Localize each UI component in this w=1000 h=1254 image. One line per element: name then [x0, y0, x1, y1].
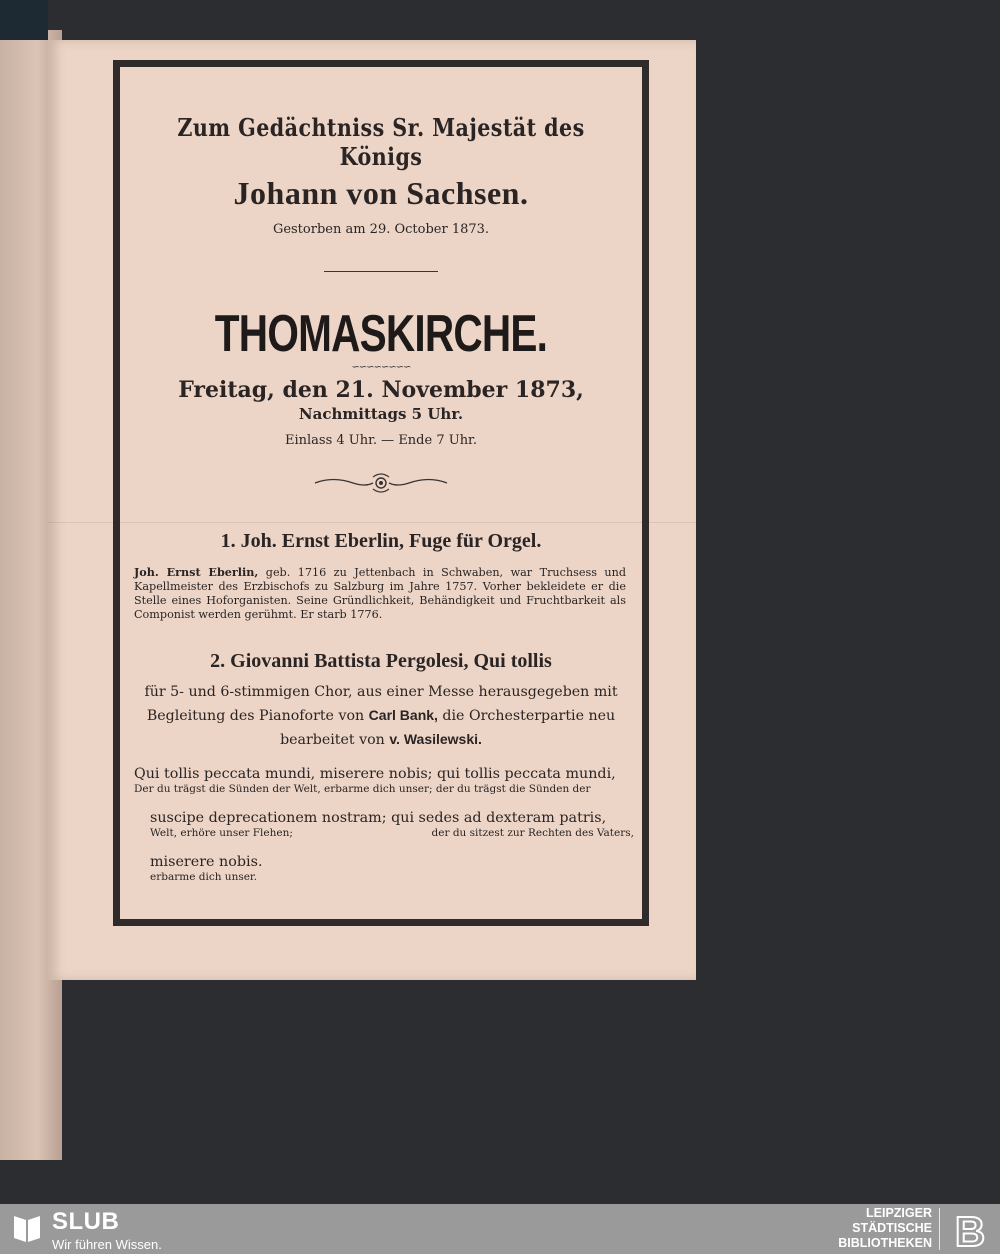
piece-2-desc-b: die Orchesterpartie neu bearbeitet von — [280, 708, 616, 748]
piece-2-description — [131, 681, 631, 752]
german-translation-line: erbarme dich unser. — [150, 871, 258, 883]
memorial-line: Zum Gedächtniss Sr. Majestät des Königs — [177, 113, 585, 171]
flourish-icon — [313, 472, 449, 494]
lyrics-block-3 — [120, 854, 642, 884]
slub-book-icon[interactable] — [12, 1212, 42, 1244]
footer-separator — [939, 1208, 940, 1250]
german-translation-part: Welt, erhöre unser Flehen; — [150, 827, 293, 839]
library-name-line: LEIPZIGER — [866, 1206, 932, 1220]
latin-text-line: miserere nobis. — [150, 854, 263, 870]
german-translation-part: der du sitzest zur Rechten des Vaters, — [431, 827, 634, 839]
lyrics-block-1 — [120, 766, 642, 796]
piece-2-title: 2. Giovanni Battista Pergolesi, Qui tollis — [210, 650, 552, 672]
latin-text-line: suscipe deprecationem nostram; qui sedes ad dexteram patris, — [150, 810, 607, 826]
library-name-line: STÄDTISCHE — [852, 1221, 932, 1235]
piece-1-bio-name: Joh. Ernst Eberlin, — [134, 565, 259, 579]
concert-date: Freitag, den 21. November 1873, — [178, 377, 584, 403]
divider-rule — [324, 271, 438, 272]
program-content — [120, 67, 642, 884]
death-date: Gestorben am 29. October 1873. — [272, 222, 490, 237]
latin-text-line: Qui tollis peccata mundi, miserere nobis; qui tollis peccata mundi, — [134, 766, 616, 782]
library-logo-letter: B — [954, 1208, 986, 1252]
piece-2-arranger: v. Wasilewski. — [389, 731, 482, 747]
library-logo-icon[interactable] — [950, 1208, 990, 1252]
piece-1-biography — [134, 565, 626, 622]
book-cover-corner — [0, 0, 48, 40]
king-name: Johann von Sachsen. — [233, 175, 529, 211]
german-translation-line: Der du trägst die Sünden der Welt, erbarme dich unser; der du trägst die Sünden der — [134, 783, 591, 795]
piece-1-bio-text: geb. 1716 zu Jettenbach in Schwaben, war Truchsess und Kapellmeister des Erzbischofs zu Salzburg im Jahre 1757. Vorher bekleidete er die Stelle eines Hoforganisten. Seine Gründlichkeit, Behändigkeit und Fruchtbarkeit als Componist werden gerühmt. Er starb 1776. — [134, 566, 626, 621]
slub-logo-text[interactable]: SLUB — [52, 1208, 120, 1235]
library-name-line: BIBLIOTHEKEN — [838, 1236, 932, 1250]
church-title: THOMASKIRCHE. — [214, 305, 548, 363]
library-name[interactable] — [838, 1206, 932, 1251]
viewer-footer — [0, 1204, 1000, 1254]
piece-1-title: 1. Joh. Ernst Eberlin, Fuge für Orgel. — [220, 530, 542, 552]
program-leaf — [48, 40, 696, 980]
mourning-border — [113, 60, 649, 926]
piece-2-desc-a: für 5- und 6-stimmigen Chor, aus einer Messe herausgegeben mit Begleitung des Pianoforte von — [144, 684, 618, 724]
german-translation-line — [120, 827, 642, 840]
piece-2-editor: Carl Bank, — [368, 707, 438, 723]
concert-time: Nachmittags 5 Uhr. — [298, 405, 464, 423]
flourish-ornament — [120, 472, 642, 498]
lyrics-block-2 — [120, 810, 642, 840]
wavy-ornament: ∽∽∽∽∽∽∽∽ — [351, 362, 411, 373]
entry-times: Einlass 4 Uhr. — Ende 7 Uhr. — [285, 433, 477, 448]
slub-tagline: Wir führen Wissen. — [52, 1237, 162, 1252]
